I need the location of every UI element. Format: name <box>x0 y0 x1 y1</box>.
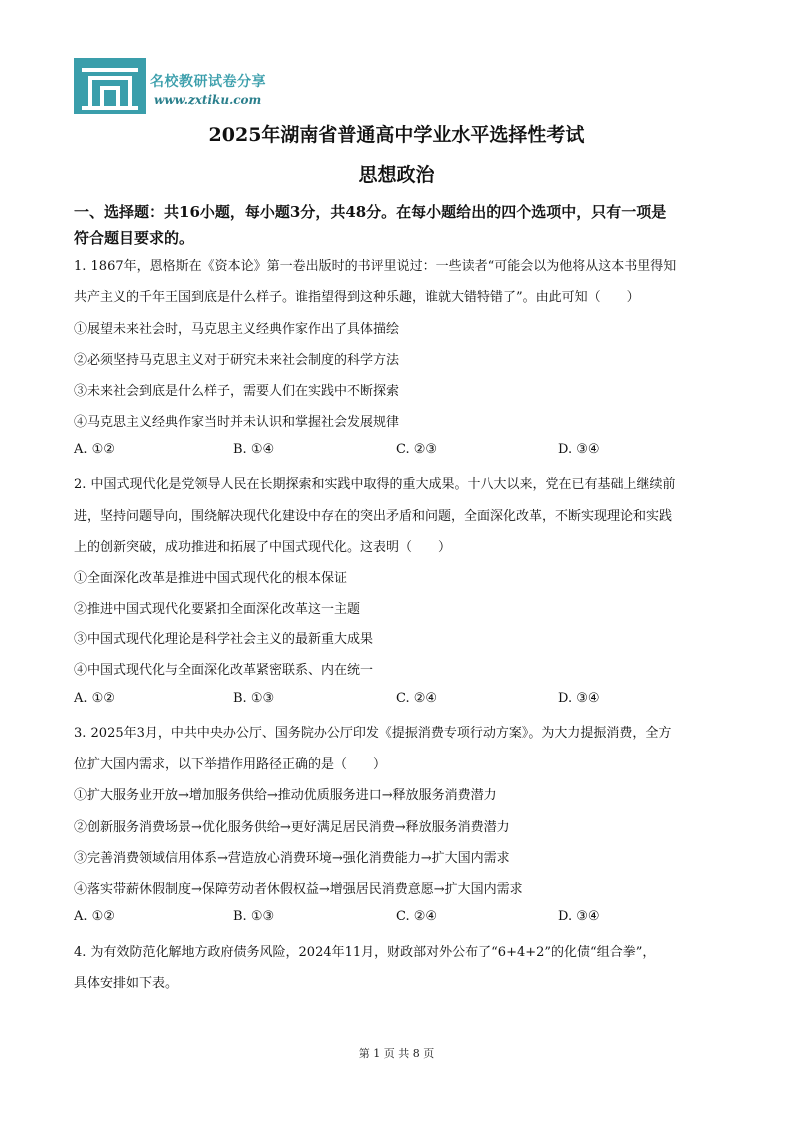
question-3-option-c: C. ②④ <box>396 909 438 924</box>
question-2-item: ③中国式现代化理论是科学社会主义的最新重大成果 <box>74 632 374 647</box>
question-1-stem: 1. 1867年，恩格斯在《资本论》第一卷出版时的书评里说过：一些读者“可能会以为他将从这本书里得知 <box>74 259 677 274</box>
question-2-item: ①全面深化改革是推进中国式现代化的根本保证 <box>74 571 348 586</box>
section-heading: 一、选择题：共16小题，每小题3分，共48分。在每小题给出的四个选项中，只有一项是 <box>74 203 667 221</box>
question-4-stem: 具体安排如下表。 <box>74 976 179 991</box>
question-1-option-a: A. ①② <box>74 442 115 457</box>
question-2-option-c: C. ②④ <box>396 691 438 706</box>
question-4-stem: 4. 为有效防范化解地方政府债务风险，2024年11月，财政部对外公布了“6+4+2”的化债“组合拳”， <box>74 945 656 960</box>
question-3-item: ②创新服务消费场景→优化服务供给→更好满足居民消费→释放服务消费潜力 <box>74 820 510 835</box>
site-logo <box>74 58 294 114</box>
question-1-item: ③未来社会到底是什么样子，需要人们在实践中不断探索 <box>74 384 400 399</box>
question-2-option-d: D. ③④ <box>558 691 600 706</box>
question-1-option-b: B. ①④ <box>233 442 275 457</box>
question-1-item: ④马克思主义经典作家当时并未认识和掌握社会发展规律 <box>74 415 400 430</box>
question-1-option-c: C. ②③ <box>396 442 438 457</box>
question-1-item: ②必须坚持马克思主义对于研究未来社会制度的科学方法 <box>74 353 400 368</box>
question-2-stem: 上的创新突破，成功推进和拓展了中国式现代化。这表明（ ） <box>74 540 452 555</box>
question-1-item: ①展望未来社会时，马克思主义经典作家作出了具体描绘 <box>74 322 400 337</box>
logo-title: 名校教研试卷分享 <box>150 74 266 90</box>
section-heading-cont: 符合题目要求的。 <box>74 229 195 247</box>
question-2-option-a: A. ①② <box>74 691 115 706</box>
exam-title: 2025年湖南省普通高中学业水平选择性考试 <box>208 124 585 146</box>
exam-subject: 思想政治 <box>358 164 435 186</box>
question-3-item: ③完善消费领域信用体系→营造放心消费环境→强化消费能力→扩大国内需求 <box>74 851 510 866</box>
question-3-option-d: D. ③④ <box>558 909 600 924</box>
question-2-stem: 2. 中国式现代化是党领导人民在长期探索和实践中取得的重大成果。十八大以来，党在已有基础上继续前 <box>74 477 676 492</box>
page-number: 第 1 页 共 8 页 <box>358 1047 435 1060</box>
logo-mark-icon <box>74 58 146 114</box>
question-3-item: ①扩大服务业开放→增加服务供给→推动优质服务进口→释放服务消费潜力 <box>74 788 497 803</box>
question-2-item: ②推进中国式现代化要紧扣全面深化改革这一主题 <box>74 602 361 617</box>
question-3-stem: 位扩大国内需求，以下举措作用路径正确的是（ ） <box>74 757 387 772</box>
question-2-item: ④中国式现代化与全面深化改革紧密联系、内在统一 <box>74 663 374 678</box>
question-2-stem: 进，坚持问题导向，围绕解决现代化建设中存在的突出矛盾和问题，全面深化改革，不断实现理论和实践 <box>74 509 673 524</box>
question-3-item: ④落实带薪休假制度→保障劳动者休假权益→增强居民消费意愿→扩大国内需求 <box>74 882 523 897</box>
question-3-stem: 3. 2025年3月，中共中央办公厅、国务院办公厅印发《提振消费专项行动方案》。为大力提振消费，全方 <box>74 726 672 741</box>
question-1-option-d: D. ③④ <box>558 442 600 457</box>
question-1-stem: 共产主义的千年王国到底是什么样子。谁指望得到这种乐趣，谁就大错特错了”。由此可知（ ） <box>74 290 640 305</box>
question-2-option-b: B. ①③ <box>233 691 275 706</box>
question-3-option-b: B. ①③ <box>233 909 275 924</box>
logo-url: www.zxtiku.com <box>154 93 262 107</box>
question-3-option-a: A. ①② <box>74 909 115 924</box>
